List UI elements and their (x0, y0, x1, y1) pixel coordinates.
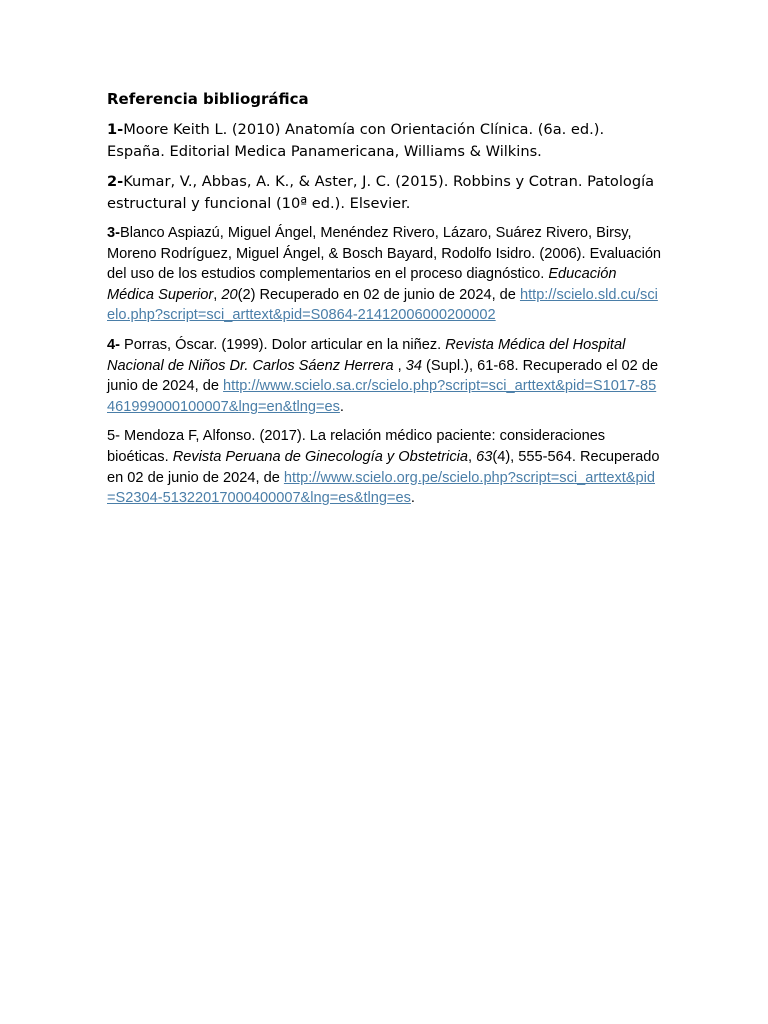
reference-text: Moore Keith L. (2010) Anatomía con Orientación Clínica. (6a. ed.). España. Editorial Medica Panamericana, Williams & Wilkins. (107, 121, 605, 160)
reference-number: 2- (107, 173, 124, 190)
references-heading: Referencia bibliográfica (107, 90, 309, 108)
journal-title: Revista Peruana de Ginecología y Obstetricia (172, 448, 468, 465)
reference-end: . (339, 398, 344, 415)
reference-number: 4- (107, 336, 120, 353)
reference-number: 5- (107, 428, 120, 445)
reference-link[interactable]: http://www.scielo.sa.cr/scielo.php?script=sci_arttext&pid=S1017-85461999000100007&lng=en&tlng=es (107, 378, 657, 415)
reference-end: . (410, 490, 415, 507)
journal-title: Revista Médica del Hospital Nacional de Niños Dr. Carlos Sáenz Herrera (107, 336, 626, 374)
reference-separator: , (213, 286, 222, 303)
reference-item-1 (107, 119, 662, 162)
reference-item-5 (107, 426, 662, 508)
reference-text: Kumar, V., Abbas, A. K., & Aster, J. C. (2015). Robbins y Cotran. Patología estructural y funcional (10ª ed.). Elsevier. (107, 173, 655, 212)
reference-text: (4), 555-564. Recuperado en 02 de junio de 2024, de (107, 448, 660, 486)
reference-link[interactable]: http://scielo.sld.cu/scielo.php?script=sci_arttext&pid=S0864-21412006000200002 (107, 286, 658, 324)
reference-text: Porras, Óscar. (1999). Dolor articular en la niñez. (119, 336, 446, 353)
reference-item-2 (107, 171, 662, 214)
reference-link[interactable]: http://www.scielo.org.pe/scielo.php?script=sci_arttext&pid=S2304-51322017000400007&lng=es&tlng=es (107, 469, 656, 507)
reference-text: (2) Recuperado en 02 de junio de 2024, de (237, 286, 520, 303)
reference-number: 1- (107, 121, 124, 138)
reference-text: Mendoza F, Alfonso. (2017). La relación médico paciente: consideraciones bioéticas. (107, 428, 606, 465)
journal-volume: 20 (221, 286, 238, 303)
journal-volume: 63 (476, 448, 493, 465)
document-page (107, 88, 662, 518)
reference-separator: , (468, 448, 477, 465)
journal-volume: 34 (405, 357, 422, 374)
journal-title: Educación Médica Superior (107, 266, 617, 303)
reference-item-3 (107, 223, 662, 326)
reference-text: Blanco Aspiazú, Miguel Ángel, Menéndez Rivero, Lázaro, Suárez Rivero, Birsy, Moreno Rodríguez, Miguel Ángel, & Bosch Bayard, Rodolfo Isidro. (2006). Evaluación del uso de los estudios complementarios en el proceso diagnóstico. (107, 225, 662, 283)
reference-text: (Supl.), 61-68. Recuperado el 02 de junio de 2024, de (107, 357, 659, 395)
reference-separator: , (393, 357, 406, 374)
reference-item-4 (107, 335, 662, 417)
reference-number: 3- (107, 225, 120, 241)
